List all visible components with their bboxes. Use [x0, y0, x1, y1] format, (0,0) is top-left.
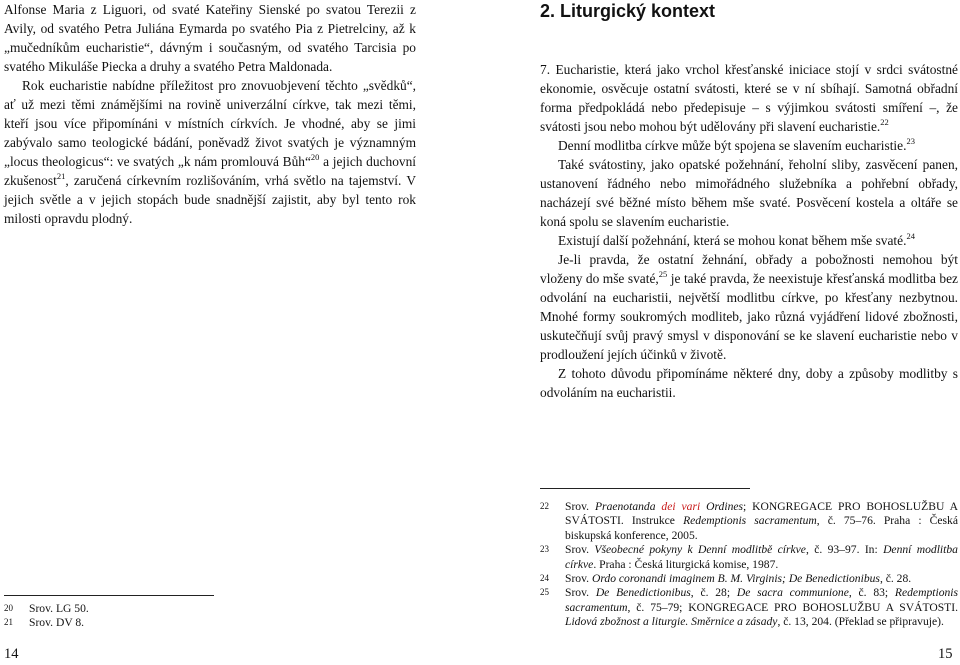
footnote-24: 24 Srov. Ordo coronandi imaginem B. M. Virginis; De Benedictionibus, č. 28.	[540, 572, 912, 586]
footnote-ref-22[interactable]: 22	[880, 117, 889, 127]
page-number-right: 15	[938, 646, 953, 662]
footnote-ref-21[interactable]: 21	[56, 171, 66, 181]
paragraph-7b: Denní modlitba církve může být spojena se slavením eucharistie.$^{23}$	[558, 136, 915, 153]
left-paragraph-1: Alfonse Maria z Liguori, od svaté Kateřiny Sienské po svatou Terezii z Avily, od svatého Petra Juliána Eymarda po svatého Pia z Pietrelciny, až k „mučedníkům eucharistie“, dávným i současným, od svatého Tarcisia po svatého Mikuláše Piecka a druhy a svatého Petra Maldonada.	[4, 2, 416, 74]
paragraph-7c: Také svátostiny, jako opatské požehnání, řeholní sliby, zasvěcení panen, ustanovení řádného nebo mimořádného služebníka a pohřební obřady, nacházejí své běžné místo během mše svaté. Posvěcení kostela a oltáře se koná spolu se slavením eucharistie.	[540, 157, 958, 229]
footnote-divider-left	[4, 595, 214, 596]
left-paragraph-2: Rok eucharistie nabídne příležitost pro znovuobjevení těchto „svědků“, ať už mezi těmi známějšími na rovině univerzální církve, tak mezi těmi, kteří jsou více připomínáni v místních církvích. Je vhodné, aby se jimi zabývalo samo teologické bádání, poněvadž život svatých je významným „locus theologicus“: ve svatých „k nám promlouvá Bůh“$^{20}$ a jejich duchovní zkušenost$^{21}$, zaručená církevním rozlišováním, vrhá světlo na tajemství. V jejich světle a v jejich stopách bude snadnější zajistit, aby byl tento rok milosti opravdu plodný.	[4, 78, 416, 226]
footnote-ref-23[interactable]: 23	[906, 136, 915, 146]
footnote-20: 20 Srov. LG 50.	[4, 602, 89, 615]
footnote-divider-right	[540, 488, 750, 489]
footnote-22: 22 Srov. Praenotanda dei vari Ordines; KONGREGACE PRO BOHOSLUŽBU A SVÁTOSTI. Instrukce Redemptionis sacramentum, č. 75–76. Praha : Česká biskupská konference, 2005.	[540, 500, 958, 542]
page-number-left: 14	[4, 646, 19, 662]
paragraph-7: 7. Eucharistie, která jako vrchol křesťanské iniciace stojí v srdci svátostné ekonomie, osvěcuje ostatní svátosti, které se v ní sbíhají. Samotná obřadní forma předpokládá nebo předepisuje – s výjimkou svátosti smíření –, že svátosti jsou nebo mohou být udělovány při slavení eucharistie.$^{22}$	[540, 62, 958, 134]
footnotes-left	[4, 602, 304, 631]
left-page-column	[4, 0, 416, 228]
footnote-ref-24[interactable]: 24	[906, 231, 915, 241]
paragraph-7f: Z tohoto důvodu připomínáme některé dny, doby a způsoby modlitby s odvoláním na eucharistii.	[540, 366, 958, 400]
footnotes-right	[540, 500, 958, 630]
footnote-ref-25[interactable]: 25	[658, 269, 668, 279]
paragraph-7d: Existují další požehnání, která se mohou konat během mše svaté.$^{24}$	[558, 231, 915, 248]
footnote-21: 21 Srov. DV 8.	[4, 616, 85, 630]
paragraph-7e: Je-li pravda, že ostatní žehnání, obřady a pobožnosti nemohou být vloženy do mše svaté,$^{25}$ je také pravda, že neexistuje křesťanská modlitba bez odvolání na eucharistii, největší modlitbu církve, po křesťany nezbytnou. Mnohé formy soukromých modliteb, jako různá vyjádření lidové zbožnosti, uskutečňují svůj pravý smysl v disponování se ke slavení eucharistie nebo v prodloužení jejích účinků v životě.	[540, 252, 958, 362]
footnote-25: 25 Srov. De Benedictionibus, č. 28; De sacra communione, č. 83; Redemptionis sacramentum, č. 75–79; KONGREGACE PRO BOHOSLUŽBU A SVÁTOSTI. Lidová zbožnost a liturgie. Směrnice a zásady, č. 13, 204. (Překlad se připravuje).	[540, 586, 959, 629]
footnote-ref-20[interactable]: 20	[310, 152, 320, 162]
footnote-23: 23 Srov. Všeobecné pokyny k Denní modlitbě církve, č. 93–97. In: Denní modlitba církve. Praha : Česká liturgická komise, 1987.	[540, 543, 958, 571]
right-page-column	[540, 0, 958, 402]
section-heading: 2. Liturgický kontext	[540, 1, 716, 21]
